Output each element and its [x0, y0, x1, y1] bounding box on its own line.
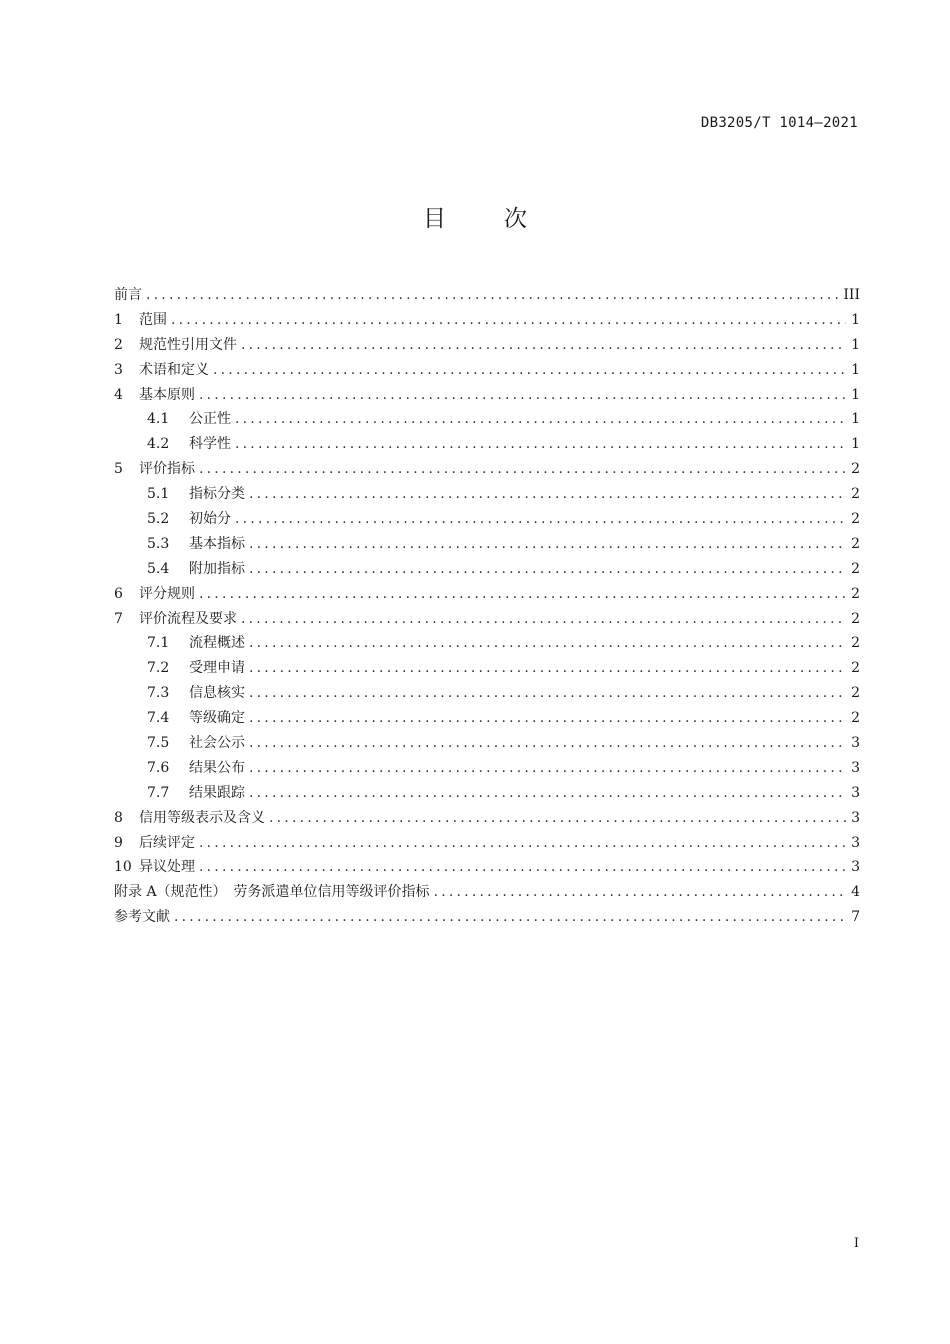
toc-entry[interactable] [114, 284, 860, 309]
toc-entry-number: 7.4 [147, 710, 170, 727]
toc-dot-leader [235, 511, 846, 527]
toc-entry[interactable] [114, 856, 860, 881]
toc-entry-title: 指标分类 [189, 486, 245, 503]
toc-entry-page: 3 [851, 809, 860, 826]
toc-entry-page: 1 [851, 436, 860, 453]
toc-entry-page: 2 [851, 461, 860, 478]
toc-entry-title: 范围 [139, 311, 167, 328]
toc-entry[interactable] [114, 309, 860, 334]
toc-dot-leader [249, 561, 846, 577]
toc-entry-title: 基本指标 [189, 535, 245, 552]
toc-dot-leader [174, 909, 846, 925]
toc-entry-number: 4 [114, 386, 123, 403]
toc-entry-title: 科学性 [189, 436, 231, 453]
toc-entry-page: 1 [851, 311, 860, 328]
toc-entry-number: 5.1 [147, 486, 170, 503]
toc-entry-number: 1 [114, 311, 123, 328]
toc-dot-leader [199, 586, 846, 602]
toc-dot-leader [249, 685, 846, 701]
toc-dot-leader [241, 337, 846, 353]
toc-entry[interactable] [114, 433, 860, 458]
toc-dot-leader [235, 436, 846, 452]
toc-entry-title: 流程概述 [189, 635, 245, 652]
toc-entry-title: 术语和定义 [139, 361, 209, 378]
toc-dot-leader [249, 536, 846, 552]
toc-entry[interactable] [114, 384, 860, 409]
toc-dot-leader [213, 362, 846, 378]
toc-entry-page: 3 [851, 735, 860, 752]
toc-entry-page: 2 [851, 660, 860, 677]
toc-entry-number: 6 [114, 585, 123, 602]
toc-entry-title: 社会公示 [189, 735, 245, 752]
toc-dot-leader [434, 884, 846, 900]
toc-dot-leader [249, 785, 846, 801]
toc-dot-leader [199, 835, 846, 851]
toc-entry-title: 等级确定 [189, 710, 245, 727]
toc-entry-title: 评分规则 [139, 585, 195, 602]
toc-entry[interactable] [114, 408, 860, 433]
toc-entry-page: III [843, 287, 860, 303]
toc-dot-leader [249, 486, 846, 502]
toc-entry-page: 2 [851, 585, 860, 602]
toc-entry-number: 7 [114, 610, 123, 627]
toc-entry[interactable] [114, 359, 860, 384]
toc-dot-leader [249, 735, 846, 751]
toc-entry-number: 10 [114, 859, 132, 876]
toc-entry-number: 7.2 [147, 660, 170, 677]
toc-entry-number: 7.1 [147, 635, 170, 652]
toc-entry-page: 3 [851, 834, 860, 851]
toc-entry-title: 受理申请 [189, 660, 245, 677]
toc-entry-title: 初始分 [189, 511, 231, 528]
toc-entry[interactable] [114, 458, 860, 483]
toc-entry-title: 规范性引用文件 [139, 336, 237, 353]
toc-dot-leader [199, 387, 846, 403]
toc-entry-page: 2 [851, 511, 860, 528]
toc-dot-leader [249, 760, 846, 776]
toc-entry[interactable] [114, 682, 860, 707]
toc-dot-leader [249, 635, 846, 651]
toc-entry-page: 2 [851, 710, 860, 727]
toc-entry-page: 3 [851, 784, 860, 801]
toc-entry-number: 7.3 [147, 685, 170, 702]
document-code: DB3205/T 1014—2021 [700, 115, 858, 131]
toc-dot-leader [146, 287, 839, 303]
toc-entry-title: 异议处理 [139, 859, 195, 876]
toc-entry-number: 7.6 [147, 759, 170, 776]
toc-entry-number: 7.7 [147, 784, 170, 801]
toc-entry[interactable] [114, 757, 860, 782]
toc-entry-page: 3 [851, 759, 860, 776]
toc-dot-leader [249, 660, 846, 676]
toc-dot-leader [171, 312, 846, 328]
toc-entry[interactable] [114, 583, 860, 608]
toc-entry[interactable] [114, 782, 860, 807]
toc-entry-number: 5.4 [147, 560, 170, 577]
toc-entry-title: 信息核实 [189, 685, 245, 702]
toc-entry-page: 2 [851, 635, 860, 652]
toc-entry-title: 评价指标 [139, 461, 195, 478]
toc-entry[interactable] [114, 906, 860, 931]
toc-entry[interactable] [114, 732, 860, 757]
toc-entry-number: 5.3 [147, 535, 170, 552]
toc-title: 目次 [423, 206, 585, 232]
toc-entry-title: 附录 A（规范性） 劳务派遣单位信用等级评价指标 [114, 884, 430, 901]
toc-entry-page: 3 [851, 859, 860, 876]
toc-entry-number: 9 [114, 834, 123, 851]
toc-entry-page: 1 [851, 336, 860, 353]
toc-entry-title: 基本原则 [139, 386, 195, 403]
toc-entry-title: 后续评定 [139, 834, 195, 851]
toc-entry-title: 结果公布 [189, 759, 245, 776]
toc-entry-number: 4.1 [147, 411, 170, 428]
toc-dot-leader [199, 859, 846, 875]
toc-entry[interactable] [114, 608, 860, 633]
toc-entry[interactable] [114, 832, 860, 857]
toc-entry[interactable] [114, 334, 860, 359]
toc-dot-leader [199, 461, 846, 477]
toc-entry-number: 4.2 [147, 436, 170, 453]
table-of-contents [114, 284, 860, 931]
toc-entry-title: 评价流程及要求 [139, 610, 237, 627]
toc-entry[interactable] [114, 558, 860, 583]
toc-entry-page: 2 [851, 486, 860, 503]
toc-entry-title: 附加指标 [189, 560, 245, 577]
toc-entry[interactable] [114, 533, 860, 558]
toc-entry-number: 8 [114, 809, 123, 826]
toc-entry-page: 1 [851, 386, 860, 403]
page-number: I [853, 1236, 859, 1251]
toc-entry-title: 信用等级表示及含义 [139, 809, 265, 826]
toc-entry-number: 5 [114, 461, 123, 478]
toc-entry-page: 1 [851, 411, 860, 428]
toc-entry-title: 结果跟踪 [189, 784, 245, 801]
toc-entry-number: 3 [114, 361, 123, 378]
toc-dot-leader [235, 411, 846, 427]
toc-entry[interactable] [114, 807, 860, 832]
toc-entry-number: 7.5 [147, 735, 170, 752]
toc-entry[interactable] [114, 881, 860, 906]
toc-entry-page: 2 [851, 610, 860, 627]
toc-entry-page: 7 [851, 909, 860, 926]
toc-entry-number: 2 [114, 336, 123, 353]
toc-entry-title: 参考文献 [114, 909, 170, 926]
toc-entry-page: 2 [851, 560, 860, 577]
toc-entry-title: 前言 [114, 287, 142, 303]
toc-entry[interactable] [114, 657, 860, 682]
toc-entry-page: 2 [851, 685, 860, 702]
toc-entry-number: 5.2 [147, 511, 170, 528]
toc-dot-leader [241, 611, 846, 627]
toc-entry[interactable] [114, 707, 860, 732]
toc-dot-leader [269, 810, 846, 826]
toc-entry[interactable] [114, 508, 860, 533]
toc-entry[interactable] [114, 483, 860, 508]
toc-dot-leader [249, 710, 846, 726]
toc-entry-page: 4 [851, 884, 860, 901]
toc-entry-page: 1 [851, 361, 860, 378]
toc-entry[interactable] [114, 632, 860, 657]
toc-entry-title: 公正性 [189, 411, 231, 428]
toc-entry-page: 2 [851, 535, 860, 552]
